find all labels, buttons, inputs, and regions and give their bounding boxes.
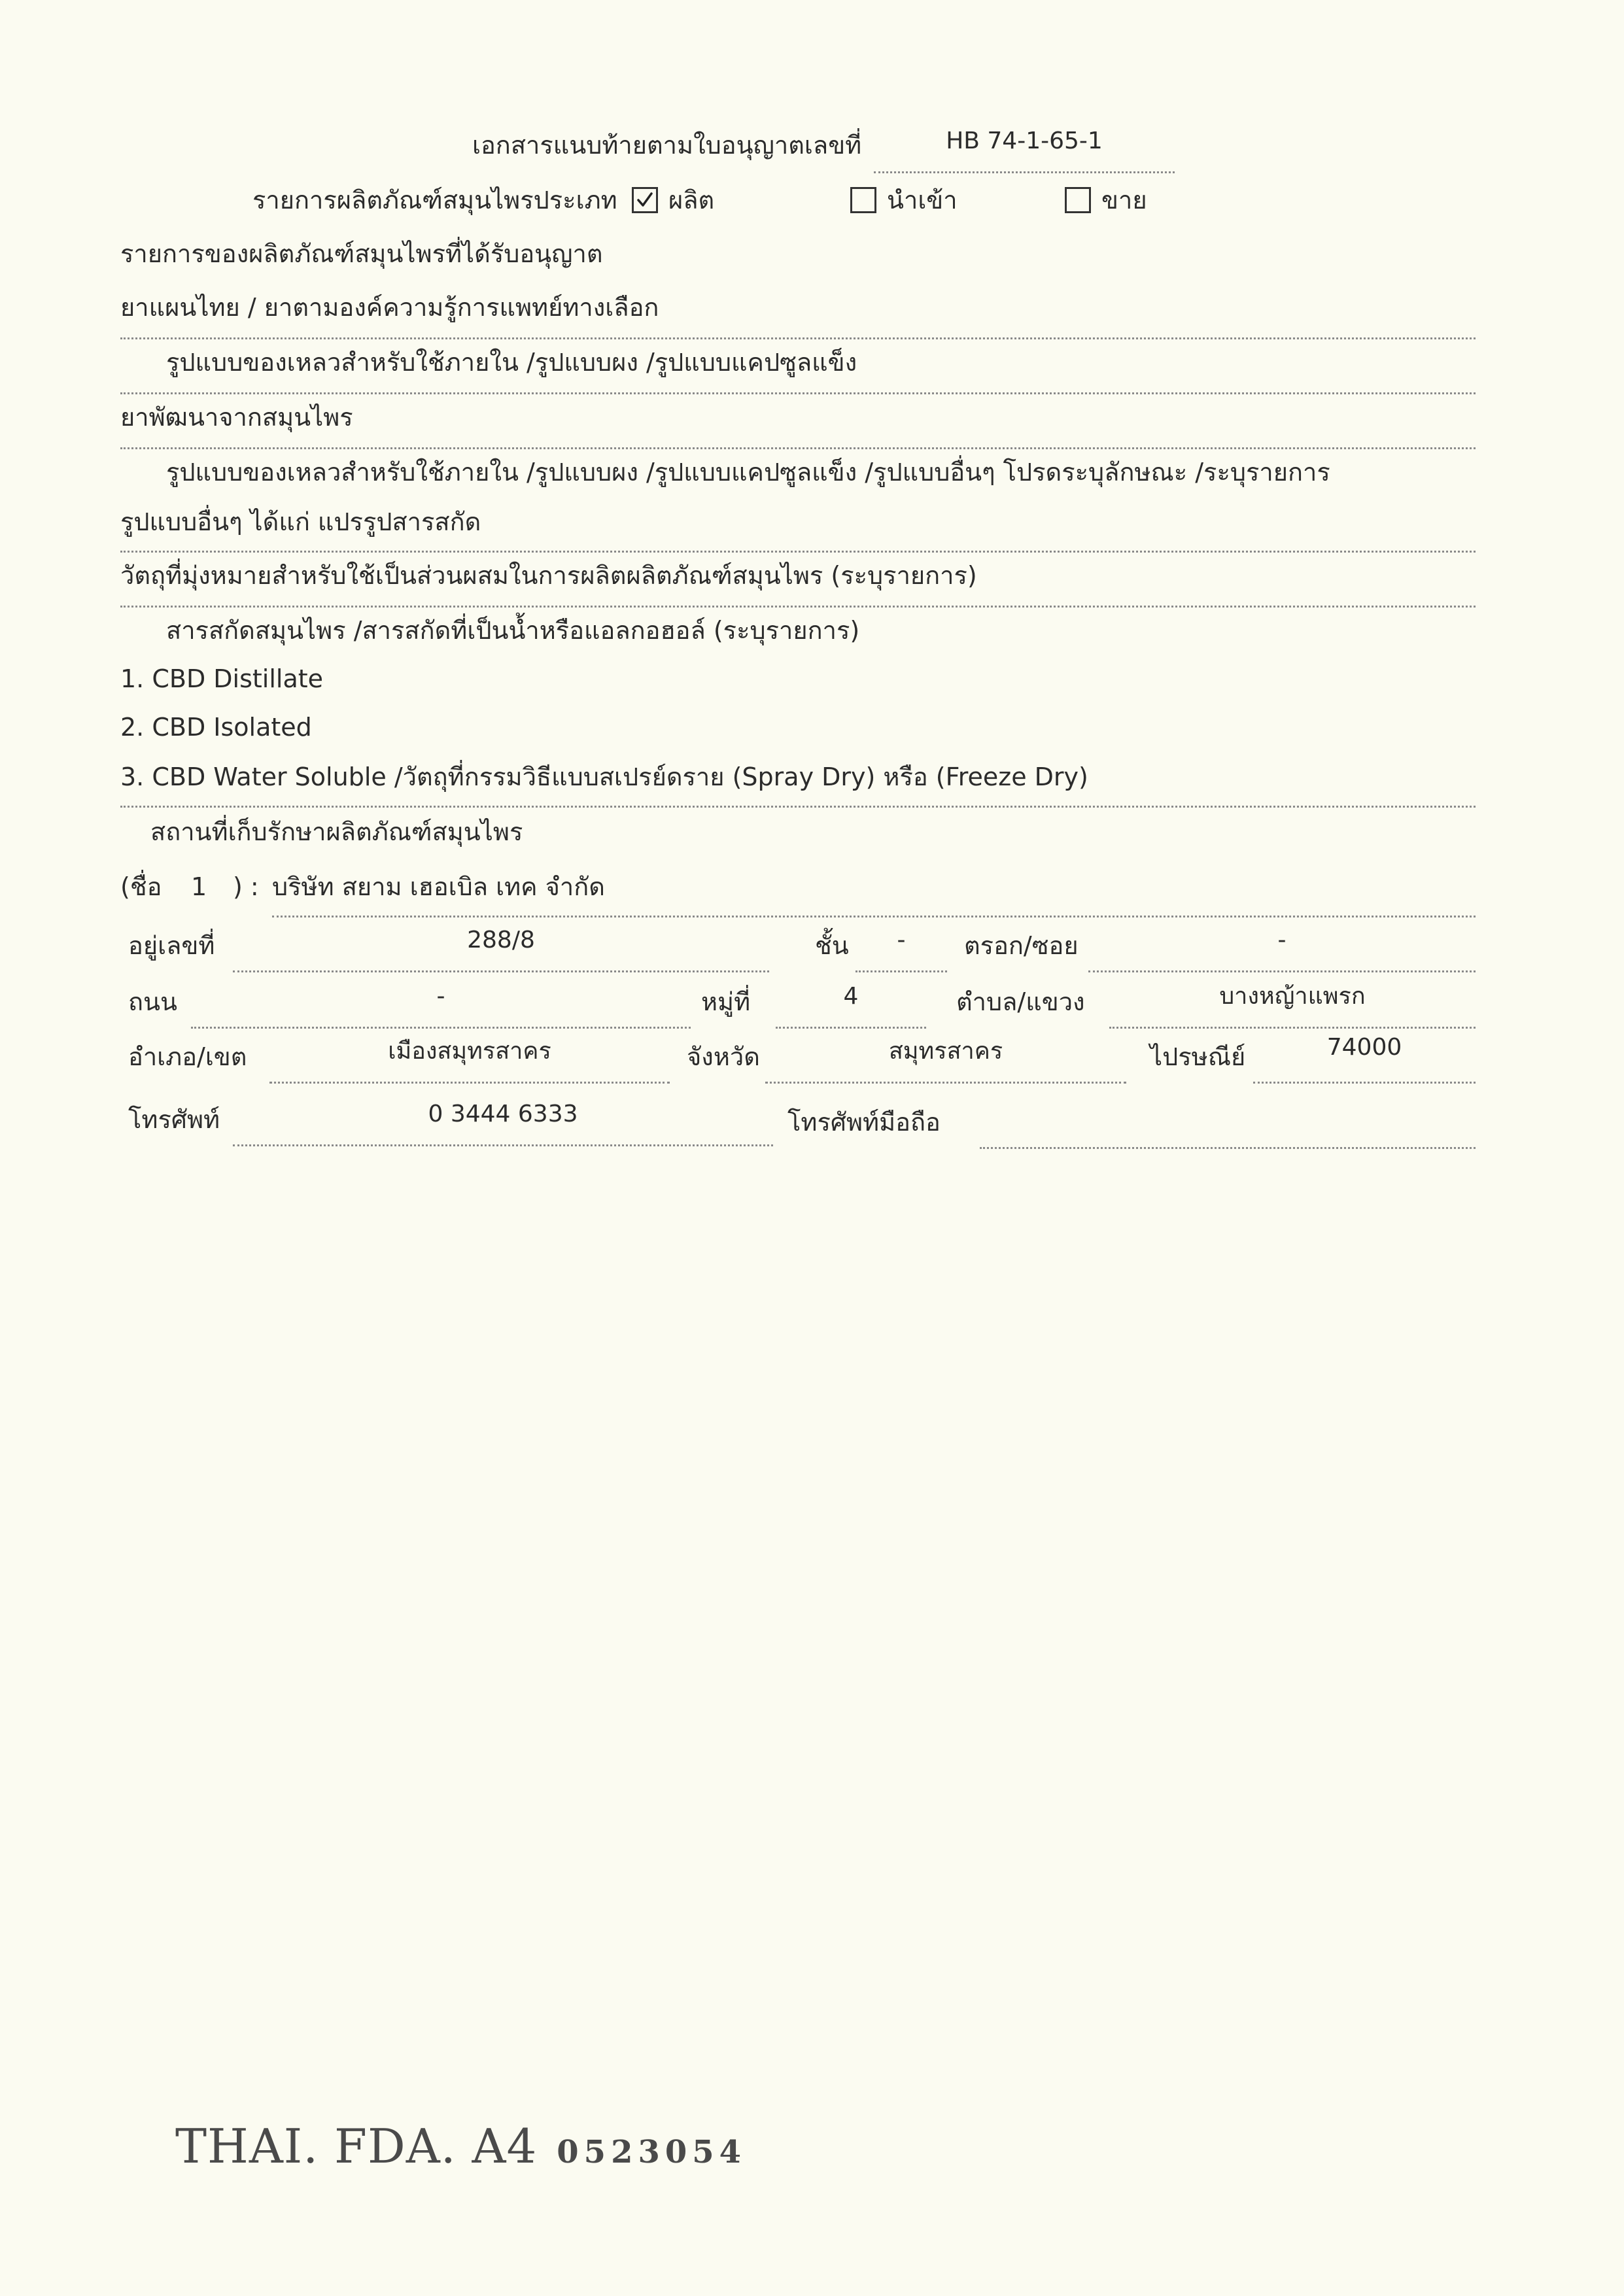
address-no-line <box>233 970 769 972</box>
alley-label: ตรอก/ซอย <box>964 931 1079 960</box>
checkmark-icon <box>635 190 655 210</box>
developed-medicine-other-forms: รูปแบบอื่นๆ ได้แก่ แปรรูปสารสกัด <box>120 507 481 536</box>
moo-line <box>776 1027 926 1029</box>
province-label: จังหวัด <box>687 1042 760 1071</box>
checkbox-produce[interactable] <box>632 187 658 213</box>
province-value: สมุทรสาคร <box>888 1038 1003 1065</box>
storage-name-suffix: ) : <box>233 872 259 901</box>
divider-line <box>120 337 1476 339</box>
subdistrict-value: บางหญ้าแพรก <box>1219 983 1366 1010</box>
list-item: 2. CBD Isolated <box>120 713 312 742</box>
divider-line <box>120 806 1476 808</box>
floor-label: ชั้น <box>815 931 849 960</box>
license-label: เอกสารแนบท้ายตามใบอนุญาตเลขที่ <box>472 131 862 160</box>
road-value: - <box>436 983 445 1010</box>
alley-line <box>1088 970 1476 972</box>
checkbox-import[interactable] <box>850 187 876 213</box>
list-item: 3. CBD Water Soluble /วัตถุที่กรรมวิธีแบบสเปรย์ดราย (Spray Dry) หรือ (Freeze Dry) <box>120 762 1088 791</box>
option-produce-label: ผลิต <box>668 186 715 214</box>
list-item: 1. CBD Distillate <box>120 664 324 693</box>
phone-line <box>233 1144 773 1146</box>
floor-value: - <box>897 927 906 953</box>
district-label: อำเภอ/เขต <box>128 1042 247 1071</box>
floor-line <box>855 970 947 972</box>
district-line <box>269 1082 670 1084</box>
list-title: รายการของผลิตภัณฑ์สมุนไพรที่ได้รับอนุญาต <box>120 239 603 268</box>
license-number: HB 74-1-65-1 <box>946 128 1103 154</box>
phone-value: 0 3444 6333 <box>428 1101 578 1127</box>
product-type-label: รายการผลิตภัณฑ์สมุนไพรประเภท <box>252 186 617 214</box>
option-sell-label: ขาย <box>1101 186 1147 214</box>
postcode-value: 74000 <box>1326 1034 1402 1061</box>
postcode-line <box>1253 1082 1476 1084</box>
alley-value: - <box>1277 927 1287 953</box>
material-heading: วัตถุที่มุ่งหมายสำหรับใช้เป็นส่วนผสมในการผลิตผลิตภัณฑ์สมุนไพร (ระบุรายการ) <box>120 561 977 590</box>
divider-line <box>120 606 1476 608</box>
storage-name-line <box>272 916 1476 917</box>
form-brand: THAI. FDA. A4 <box>175 2119 538 2174</box>
road-line <box>191 1027 691 1029</box>
district-value: เมืองสมุทรสาคร <box>388 1038 551 1065</box>
divider-line <box>120 392 1476 394</box>
moo-value: 4 <box>843 983 859 1010</box>
phone-label: โทรศัพท์ <box>128 1105 220 1134</box>
thai-medicine-heading: ยาแผนไทย / ยาตามองค์ความรู้การแพทย์ทางเลือก <box>120 293 659 322</box>
storage-name-index: 1 <box>191 872 207 901</box>
divider-line <box>120 551 1476 553</box>
mobile-label: โทรศัพท์มือถือ <box>787 1108 941 1137</box>
storage-heading: สถานที่เก็บรักษาผลิตภัณฑ์สมุนไพร <box>150 817 523 846</box>
address-no-value: 288/8 <box>467 927 535 953</box>
province-line <box>765 1082 1126 1084</box>
moo-label: หมู่ที่ <box>701 987 751 1016</box>
developed-medicine-heading: ยาพัฒนาจากสมุนไพร <box>120 403 353 432</box>
subdistrict-line <box>1109 1027 1476 1029</box>
form-footer <box>175 2119 746 2174</box>
checkbox-sell[interactable] <box>1065 187 1091 213</box>
license-number-line <box>874 171 1175 173</box>
road-label: ถนน <box>128 987 177 1016</box>
divider-line <box>120 447 1476 449</box>
storage-name-prefix: (ชื่อ <box>120 872 162 901</box>
address-no-label: อยู่เลขที่ <box>128 931 215 960</box>
storage-name: บริษัท สยาม เฮอเบิล เทค จำกัด <box>272 872 605 901</box>
extract-heading: สารสกัดสมุนไพร /สารสกัดที่เป็นน้ำหรือแอลกอฮอล์ (ระบุรายการ) <box>166 616 860 645</box>
form-serial: 0523054 <box>557 2134 747 2170</box>
mobile-line <box>980 1147 1476 1149</box>
subdistrict-label: ตำบล/แขวง <box>956 987 1085 1016</box>
option-import-label: นำเข้า <box>887 186 958 214</box>
thai-medicine-forms: รูปแบบของเหลวสำหรับใช้ภายใน /รูปแบบผง /รูปแบบแคปซูลแข็ง <box>166 348 857 377</box>
developed-medicine-forms: รูปแบบของเหลวสำหรับใช้ภายใน /รูปแบบผง /รูปแบบแคปซูลแข็ง /รูปแบบอื่นๆ โปรดระบุลักษณะ /ระบุรายการ <box>166 458 1330 487</box>
postcode-label: ไปรษณีย์ <box>1150 1042 1246 1071</box>
